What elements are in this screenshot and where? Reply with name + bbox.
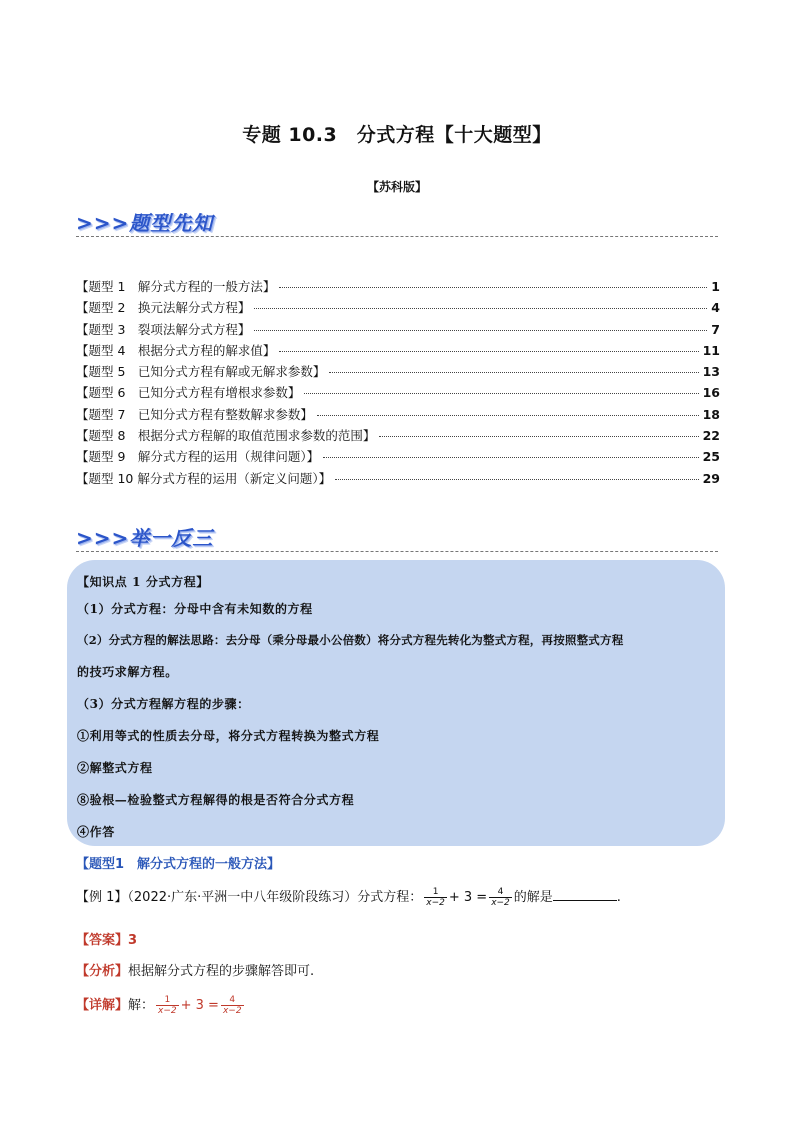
knowledge-point-1: （1）分式方程：分母中含有未知数的方程 xyxy=(77,602,313,616)
toc-item[interactable]: 【题型 7 已知分式方程有整数解求参数】 18 xyxy=(76,406,720,422)
section-header-overview-label: >>>题型先知 xyxy=(76,211,214,235)
fraction: $\frac{1}{x-2}$ xyxy=(426,887,445,908)
knowledge-step-2: ②解整式方程 xyxy=(77,761,153,775)
toc-leader xyxy=(254,330,707,331)
knowledge-step-1: ①利用等式的性质去分母，将分式方程转换为整式方程 xyxy=(77,729,380,743)
knowledge-step-4: ④作答 xyxy=(77,825,115,839)
toc-item[interactable]: 【题型 4 根据分式方程的解求值】 11 xyxy=(76,342,720,358)
knowledge-step-3: ⑧验根—检验整式方程解得的根是否符合分式方程 xyxy=(77,793,355,807)
answer-line: 【答案】3 xyxy=(76,933,138,948)
toc-leader xyxy=(279,287,707,288)
toc-leader xyxy=(317,415,699,416)
toc-leader xyxy=(304,393,698,394)
toc-item[interactable]: 【题型 8 根据分式方程解的取值范围求参数的范围】 22 xyxy=(76,428,720,444)
toc-leader xyxy=(329,372,698,373)
section-divider xyxy=(76,551,718,552)
toc-item[interactable]: 【题型 5 已知分式方程有解或无解求参数】 13 xyxy=(76,364,720,380)
fraction: $\frac{4}{x-2}$ xyxy=(222,995,242,1016)
toc-item[interactable]: 【题型 10 解分式方程的运用（新定义问题）】 29 xyxy=(76,470,720,486)
toc-leader xyxy=(335,479,698,480)
toc-item[interactable]: 【题型 6 已知分式方程有增根求参数】 16 xyxy=(76,385,720,401)
answer-blank xyxy=(553,888,617,901)
toc-leader xyxy=(279,351,698,352)
analysis-line: 【分析】根据解分式方程的步骤解答即可. xyxy=(76,964,315,979)
toc-leader xyxy=(323,457,698,458)
toc-leader xyxy=(254,308,707,309)
document-title: 专题 10.3 分式方程【十大题型】 xyxy=(242,124,552,146)
question-type-heading: 【题型1 解分式方程的一般方法】 xyxy=(76,857,281,872)
detail-line: 【详解】解： $\frac{1}{x-2}$ + 3 = $\frac{4}{x-2}$ xyxy=(76,995,242,1016)
fraction: $\frac{4}{x-2}$ xyxy=(491,887,510,908)
fraction: $\frac{1}{x-2}$ xyxy=(158,995,177,1016)
knowledge-point-2b: 的技巧求解方程。 xyxy=(77,665,178,679)
toc-item[interactable]: 【题型 2 换元法解分式方程】 4 xyxy=(76,300,720,316)
knowledge-box xyxy=(67,560,725,846)
toc-item[interactable]: 【题型 9 解分式方程的运用（规律问题）】 25 xyxy=(76,449,720,465)
section-header-overview xyxy=(76,207,718,241)
knowledge-point-3: （3）分式方程解方程的步骤： xyxy=(77,697,250,711)
toc-leader xyxy=(379,436,698,437)
edition-label: 【苏科版】 xyxy=(366,180,427,194)
knowledge-heading: 【知识点 1 分式方程】 xyxy=(77,575,209,589)
table-of-contents xyxy=(76,277,720,490)
section-header-practice-label: >>>举一反三 xyxy=(76,526,214,550)
knowledge-point-2a: （2）分式方程的解法思路：去分母（乘分母最小公倍数）将分式方程先转化为整式方程，再按照整式方程 xyxy=(77,633,624,647)
toc-item[interactable]: 【题型 1 解分式方程的一般方法】 1 xyxy=(76,279,720,294)
example-question: 【例 1】（2022·广东·平洲一中八年级阶段练习）分式方程： $\frac{1}{x-2}$ + 3 = $\frac{4}{x-2}$ 的解是 . xyxy=(76,887,621,908)
section-header-practice xyxy=(76,522,718,556)
section-divider xyxy=(76,236,718,237)
toc-item[interactable]: 【题型 3 裂项法解分式方程】 7 xyxy=(76,321,720,337)
